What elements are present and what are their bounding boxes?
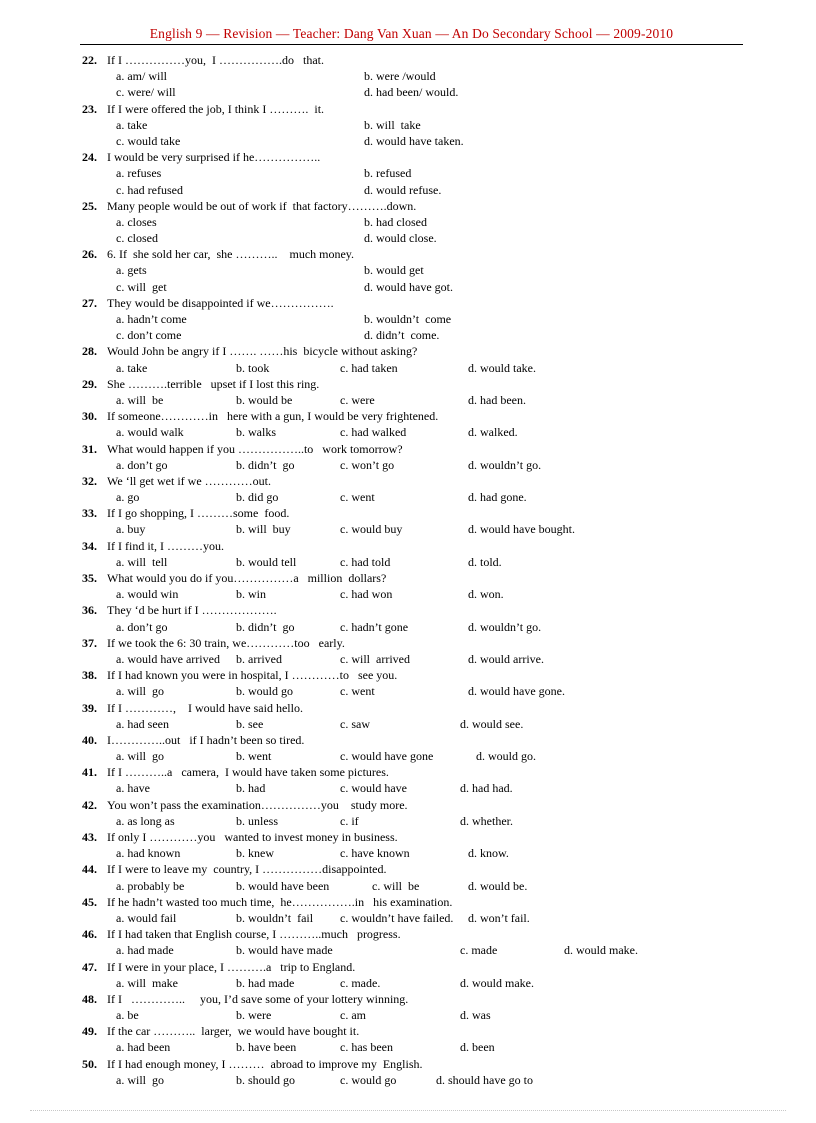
- question-46: [82, 926, 752, 958]
- question-stem: [82, 764, 752, 780]
- option-d: d. would refuse.: [364, 182, 442, 197]
- option-row: [82, 910, 752, 926]
- option-d: d. had been.: [468, 392, 526, 407]
- question-number: 47.: [82, 959, 97, 974]
- question-23: [82, 101, 752, 150]
- question-stem: [82, 1023, 752, 1039]
- question-number: 30.: [82, 409, 97, 424]
- question-stem: [82, 829, 752, 845]
- question-stem: [82, 991, 752, 1007]
- question-28: [82, 343, 752, 375]
- option-c: c. had taken: [340, 360, 398, 375]
- option-b: b. unless: [236, 813, 278, 828]
- option-row: [82, 878, 752, 894]
- option-row: [82, 683, 752, 699]
- question-number: 35.: [82, 571, 97, 585]
- option-b: b. see: [236, 716, 264, 731]
- option-a: a. had been: [116, 1040, 171, 1055]
- option-c: c. had refused: [116, 182, 183, 197]
- option-c: c. if: [340, 813, 359, 828]
- option-c: c. were: [340, 392, 375, 407]
- question-text: Many people would be out of work if that factory……….down.: [107, 198, 417, 213]
- question-stem: [82, 861, 752, 877]
- option-b: b. did go: [236, 490, 279, 505]
- option-d: d. didn’t come.: [364, 328, 440, 343]
- question-list: [82, 52, 752, 1088]
- option-a: a. had known: [116, 846, 181, 861]
- question-stem: [82, 101, 752, 117]
- option-b: b. would go: [236, 684, 293, 699]
- question-number: 46.: [82, 927, 97, 942]
- option-row: [82, 521, 752, 537]
- option-d: d. had gone.: [468, 490, 527, 505]
- option-c: c. made: [460, 943, 498, 958]
- option-b: b. will take: [364, 117, 421, 132]
- question-45: [82, 894, 752, 926]
- question-32: [82, 473, 752, 505]
- option-a: a. would win: [116, 587, 179, 602]
- option-a: a. will make: [116, 975, 178, 990]
- option-b: b. had made: [236, 975, 295, 990]
- option-b: b. would get: [364, 263, 424, 278]
- option-b: b. took: [236, 360, 270, 375]
- option-a: a. refuses: [116, 166, 162, 181]
- option-b: b. would have been: [236, 878, 330, 893]
- option-b: b. knew: [236, 846, 274, 861]
- option-row: [82, 182, 752, 198]
- question-text: 6. If she sold her car, she ……….. much money.: [107, 247, 355, 262]
- option-c: c. will be: [372, 878, 420, 893]
- footer-divider: [30, 1110, 786, 1111]
- option-c: c. had told: [340, 554, 391, 569]
- option-a: a. would walk: [116, 425, 184, 440]
- question-number: 42.: [82, 797, 97, 812]
- question-text: If I ……………you, I …………….do that.: [107, 53, 324, 67]
- question-number: 36.: [82, 603, 97, 618]
- question-36: [82, 602, 752, 634]
- option-d: d. had had.: [460, 781, 513, 796]
- question-stem: [82, 926, 752, 942]
- option-b: b. walks: [236, 425, 276, 440]
- question-number: 41.: [82, 765, 97, 780]
- question-text: If I had known you were in hospital, I …………to see you.: [107, 668, 398, 683]
- option-c: c. will arrived: [340, 651, 410, 666]
- question-number: 28.: [82, 344, 97, 359]
- question-stem: [82, 295, 752, 311]
- option-c: c. had walked: [340, 425, 407, 440]
- option-c: c. went: [340, 490, 375, 505]
- option-d: d. would close.: [364, 231, 437, 246]
- option-d: d. would make.: [564, 943, 638, 958]
- question-stem: [82, 570, 752, 586]
- question-stem: [82, 959, 752, 975]
- question-42: [82, 797, 752, 829]
- option-a: a. will tell: [116, 554, 168, 569]
- option-row: [82, 586, 752, 602]
- option-d: d. told.: [468, 554, 502, 569]
- question-stem: [82, 732, 752, 748]
- question-35: [82, 570, 752, 602]
- question-stem: [82, 343, 752, 359]
- question-number: 44.: [82, 862, 97, 877]
- question-text: If I find it, I ………you.: [107, 538, 224, 553]
- option-row: [82, 942, 752, 958]
- option-row: [82, 84, 752, 100]
- option-row: [82, 1039, 752, 1055]
- option-a: a. take: [116, 360, 148, 375]
- option-row: [82, 619, 752, 635]
- option-row: [82, 424, 752, 440]
- option-row: [82, 748, 752, 764]
- question-43: [82, 829, 752, 861]
- question-number: 39.: [82, 700, 97, 715]
- question-number: 23.: [82, 101, 97, 116]
- option-d: d. walked.: [468, 425, 518, 440]
- option-d: d. would have bought.: [468, 522, 575, 537]
- option-a: a. gets: [116, 263, 147, 278]
- question-text: If I …………, I would have said hello.: [107, 700, 303, 715]
- option-d: d. would have gone.: [468, 684, 565, 699]
- question-stem: [82, 1056, 752, 1072]
- question-text: What would you do if you……………a million dollars?: [107, 571, 387, 585]
- option-c: c. hadn’t gone: [340, 619, 409, 634]
- option-c: c. would go: [340, 1072, 397, 1087]
- question-22: [82, 52, 752, 101]
- question-text: If I go shopping, I ………some food.: [107, 506, 290, 521]
- question-text: You won’t pass the examination……………you study more.: [107, 797, 408, 812]
- question-number: 40.: [82, 732, 97, 747]
- question-text: If I were to leave my country, I ……………disappointed.: [107, 862, 387, 877]
- option-d: d. wouldn’t go.: [468, 457, 542, 472]
- question-37: [82, 635, 752, 667]
- question-number: 49.: [82, 1024, 97, 1039]
- option-row: [82, 262, 752, 278]
- question-44: [82, 861, 752, 893]
- option-d: d. whether.: [460, 813, 513, 828]
- question-number: 25.: [82, 198, 97, 213]
- option-b: b. arrived: [236, 651, 282, 666]
- question-number: 37.: [82, 635, 97, 650]
- question-29: [82, 376, 752, 408]
- option-c: c. am: [340, 1008, 366, 1023]
- option-row: [82, 651, 752, 667]
- question-text: If I were in your place, I ……….a trip to England.: [107, 959, 356, 974]
- question-24: [82, 149, 752, 198]
- option-b: b. refused: [364, 166, 412, 181]
- question-47: [82, 959, 752, 991]
- question-text: They ‘d be hurt if I ……………….: [107, 603, 277, 618]
- option-d: d. would arrive.: [468, 651, 544, 666]
- page-header: [80, 25, 743, 45]
- option-row: [82, 975, 752, 991]
- question-number: 24.: [82, 150, 97, 165]
- option-row: [82, 813, 752, 829]
- option-b: b. had closed: [364, 214, 427, 229]
- question-number: 31.: [82, 441, 97, 456]
- option-row: [82, 279, 752, 295]
- question-number: 34.: [82, 538, 97, 553]
- option-a: a. will go: [116, 1072, 164, 1087]
- option-b: b. went: [236, 749, 272, 764]
- option-row: [82, 165, 752, 181]
- question-text: What would happen if you ……………..to work tomorrow?: [107, 441, 403, 456]
- option-row: [82, 457, 752, 473]
- question-41: [82, 764, 752, 796]
- option-a: a. will go: [116, 749, 164, 764]
- option-row: [82, 392, 752, 408]
- option-c: c. would have gone: [340, 749, 434, 764]
- option-c: c. has been: [340, 1040, 393, 1055]
- question-25: [82, 198, 752, 247]
- question-number: 26.: [82, 247, 97, 262]
- option-a: a. take: [116, 117, 148, 132]
- option-d: d. been: [460, 1040, 495, 1055]
- option-row: [82, 716, 752, 732]
- question-text: If someone…………in here with a gun, I would be very frightened.: [107, 409, 439, 424]
- option-a: a. will go: [116, 684, 164, 699]
- question-number: 27.: [82, 295, 97, 310]
- option-c: c. would take: [116, 133, 181, 148]
- option-c: c. saw: [340, 716, 370, 731]
- option-a: a. will be: [116, 392, 164, 407]
- question-text: If we took the 6: 30 train, we…………too early.: [107, 635, 345, 650]
- option-a: a. would have arrived: [116, 651, 220, 666]
- question-number: 38.: [82, 668, 97, 683]
- option-d: d. would see.: [460, 716, 524, 731]
- option-b: b. have been: [236, 1040, 297, 1055]
- option-d: d. should have go to: [436, 1072, 533, 1087]
- option-b: b. were: [236, 1008, 272, 1023]
- option-a: a. am/ will: [116, 69, 167, 84]
- question-number: 33.: [82, 506, 97, 521]
- question-stem: [82, 198, 752, 214]
- question-stem: [82, 473, 752, 489]
- option-a: a. buy: [116, 522, 146, 537]
- option-row: [82, 845, 752, 861]
- question-27: [82, 295, 752, 344]
- option-a: a. closes: [116, 214, 157, 229]
- option-b: b. didn’t go: [236, 457, 295, 472]
- question-text: If I were offered the job, I think I ………. it.: [107, 101, 325, 116]
- option-c: c. made.: [340, 975, 381, 990]
- option-row: [82, 1072, 752, 1088]
- option-d: d. was: [460, 1008, 491, 1023]
- question-stem: [82, 246, 752, 262]
- question-number: 45.: [82, 894, 97, 909]
- question-number: 50.: [82, 1056, 97, 1071]
- question-30: [82, 408, 752, 440]
- option-b: b. would be: [236, 392, 293, 407]
- option-row: [82, 311, 752, 327]
- option-c: c. would have: [340, 781, 407, 796]
- option-d: d. would make.: [460, 975, 534, 990]
- question-text: I…………..out if I hadn’t been so tired.: [107, 732, 305, 747]
- option-row: [82, 133, 752, 149]
- option-b: b. win: [236, 587, 266, 602]
- question-stem: [82, 376, 752, 392]
- option-d: d. would take.: [468, 360, 536, 375]
- option-a: a. had made: [116, 943, 174, 958]
- option-c: c. had won: [340, 587, 393, 602]
- question-39: [82, 700, 752, 732]
- question-number: 48.: [82, 991, 97, 1006]
- option-c: c. were/ will: [116, 85, 176, 100]
- question-text: If the car ……….. larger, we would have bought it.: [107, 1024, 360, 1039]
- question-stem: [82, 408, 752, 424]
- option-d: d. would have got.: [364, 279, 453, 294]
- question-text: If I had enough money, I ……… abroad to improve my English.: [107, 1056, 423, 1071]
- question-stem: [82, 538, 752, 554]
- question-stem: [82, 700, 752, 716]
- option-d: d. won’t fail.: [468, 910, 530, 925]
- option-c: c. went: [340, 684, 375, 699]
- option-b: b. wouldn’t fail: [236, 910, 314, 925]
- question-text: If only I …………you wanted to invest money in business.: [107, 830, 398, 844]
- option-c: c. have known: [340, 846, 410, 861]
- option-d: d. would go.: [476, 749, 536, 764]
- question-text: She ……….terrible upset if I lost this ring.: [107, 376, 320, 391]
- option-a: a. probably be: [116, 878, 185, 893]
- option-b: b. had: [236, 781, 266, 796]
- option-row: [82, 68, 752, 84]
- option-a: a. hadn’t come: [116, 312, 187, 326]
- question-49: [82, 1023, 752, 1055]
- option-b: b. wouldn’t come: [364, 312, 452, 326]
- option-d: d. would be.: [468, 878, 528, 893]
- question-stem: [82, 894, 752, 910]
- option-a: a. would fail: [116, 910, 177, 925]
- option-b: b. didn’t go: [236, 619, 295, 634]
- option-d: d. know.: [468, 846, 509, 861]
- question-text: If I ………..a camera, I would have taken some pictures.: [107, 765, 389, 780]
- option-row: [82, 117, 752, 133]
- question-34: [82, 538, 752, 570]
- option-a: a. had seen: [116, 716, 169, 731]
- option-b: b. were /would: [364, 69, 436, 84]
- option-a: a. don’t go: [116, 619, 168, 634]
- option-b: b. should go: [236, 1072, 296, 1087]
- question-number: 32.: [82, 473, 97, 488]
- header-text: English 9 — Revision — Teacher: Dang Van Xuan — An Do Secondary School — 2009-2010: [149, 26, 674, 41]
- question-stem: [82, 505, 752, 521]
- question-text: If I had taken that English course, I ………..much progress.: [107, 927, 401, 942]
- question-number: 22.: [82, 53, 97, 67]
- option-row: [82, 780, 752, 796]
- option-c: c. would buy: [340, 522, 403, 537]
- option-c: c. will get: [116, 279, 167, 294]
- question-48: [82, 991, 752, 1023]
- option-d: d. would have taken.: [364, 133, 464, 148]
- question-50: [82, 1056, 752, 1088]
- question-33: [82, 505, 752, 537]
- option-row: [82, 1007, 752, 1023]
- question-stem: [82, 667, 752, 683]
- option-d: d. had been/ would.: [364, 85, 459, 100]
- option-d: d. wouldn’t go.: [468, 619, 542, 634]
- option-row: [82, 214, 752, 230]
- question-26: [82, 246, 752, 295]
- question-stem: [82, 52, 752, 68]
- option-c: c. wouldn’t have failed.: [340, 910, 454, 925]
- question-text: We ‘ll get wet if we …………out.: [107, 473, 271, 488]
- option-c: c. won’t go: [340, 457, 395, 472]
- question-stem: [82, 602, 752, 618]
- option-c: c. don’t come: [116, 328, 182, 343]
- option-a: a. go: [116, 490, 140, 505]
- question-40: [82, 732, 752, 764]
- option-c: c. closed: [116, 231, 158, 246]
- option-row: [82, 489, 752, 505]
- option-row: [82, 360, 752, 376]
- question-text: If I ………….. you, I’d save some of your lottery winning.: [107, 991, 409, 1006]
- question-stem: [82, 635, 752, 651]
- question-stem: [82, 797, 752, 813]
- option-b: b. will buy: [236, 522, 291, 537]
- question-number: 43.: [82, 830, 97, 844]
- question-31: [82, 441, 752, 473]
- question-text: Would John be angry if I ……. ……his bicycle without asking?: [107, 344, 418, 359]
- question-stem: [82, 441, 752, 457]
- question-text: If he hadn’t wasted too much time, he…………….in his examination.: [107, 894, 453, 909]
- option-b: b. would tell: [236, 554, 297, 569]
- option-a: a. don’t go: [116, 457, 168, 472]
- question-number: 29.: [82, 376, 97, 391]
- option-row: [82, 327, 752, 343]
- option-a: a. have: [116, 781, 150, 796]
- question-38: [82, 667, 752, 699]
- option-a: a. as long as: [116, 813, 175, 828]
- option-row: [82, 230, 752, 246]
- option-b: b. would have made: [236, 943, 333, 958]
- question-stem: [82, 149, 752, 165]
- option-a: a. be: [116, 1008, 139, 1023]
- option-d: d. won.: [468, 587, 504, 602]
- question-text: They would be disappointed if we…………….: [107, 295, 334, 310]
- option-row: [82, 554, 752, 570]
- question-text: I would be very surprised if he……………..: [107, 150, 321, 165]
